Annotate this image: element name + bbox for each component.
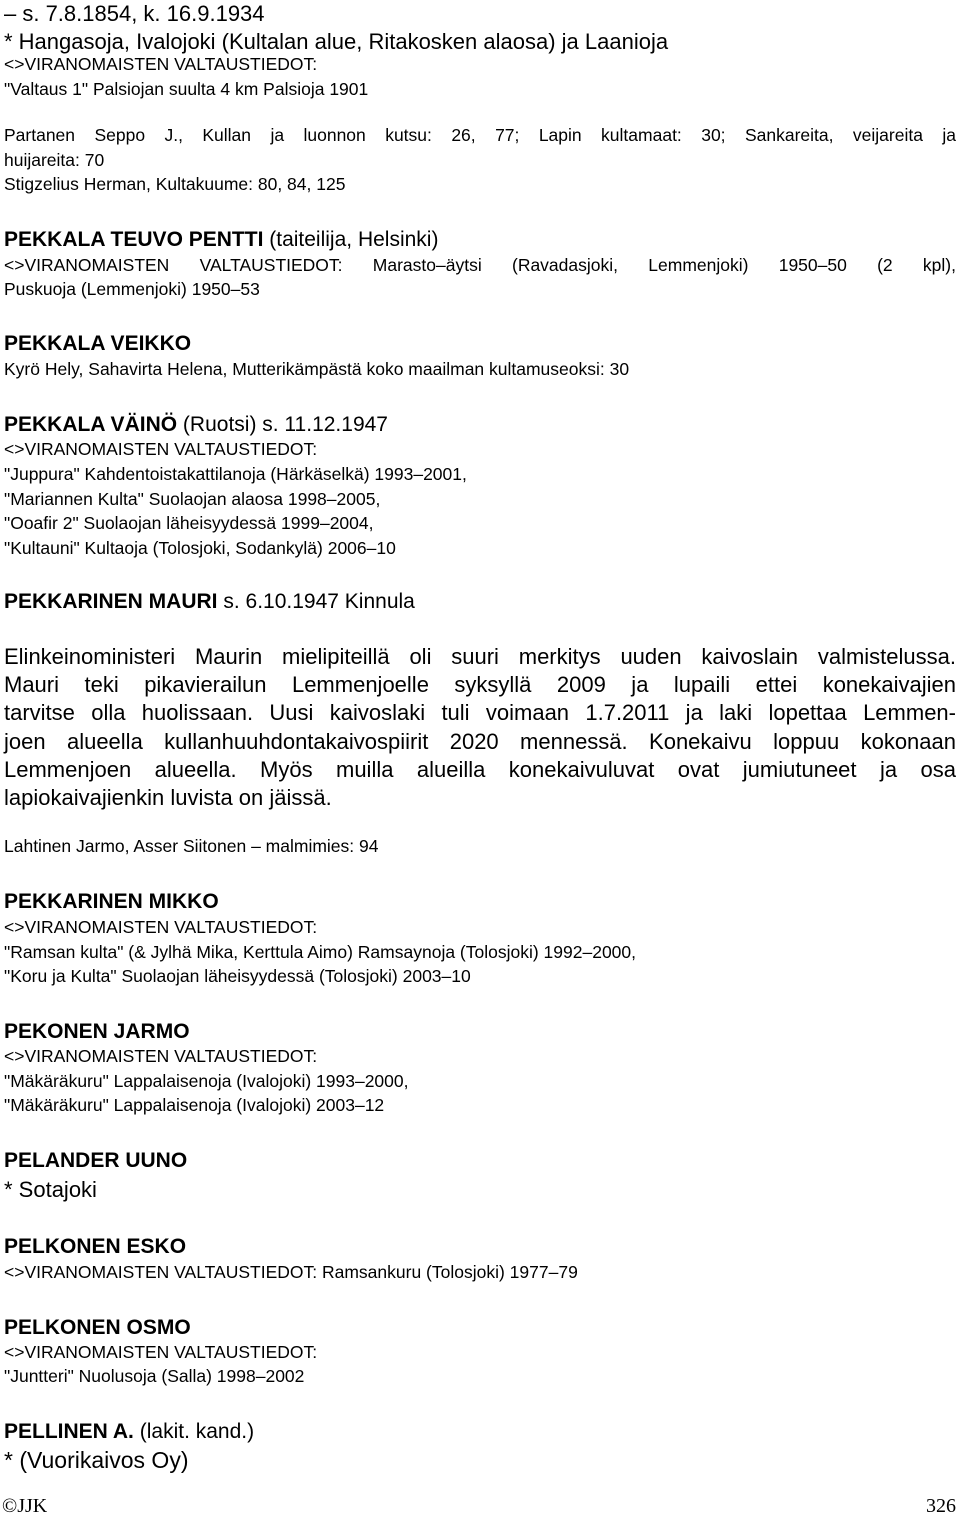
reference-line: Partanen Seppo J., Kullan ja luonnon kutsu: 26, 77; Lapin kultamaat: 30; Sankareita, veijareita ja <box>4 125 956 145</box>
claims-line: <>VIRANOMAISTEN VALTAUSTIEDOT: Ramsankuru (Tolosjoki) 1977–79 <box>4 1262 578 1282</box>
claim-line: "Ramsan kulta" (& Jylhä Mika, Kerttula Aimo) Ramsaynoja (Tolosjoki) 1992–2000, <box>4 942 637 962</box>
paragraph-line: Elinkeinoministeri Maurin mielipiteillä oli suuri merkitys uuden kaivoslain valmistelussa. <box>4 644 956 669</box>
paragraph-line: Mauri teki pikavierailun Lemmenjoelle syksyllä 2009 ja lupaili ettei konekaivajien <box>4 672 956 697</box>
claims-label: <>VIRANOMAISTEN VALTAUSTIEDOT: <box>4 54 318 74</box>
entry-note: (taiteilija, Helsinki) <box>269 228 439 251</box>
claim-line: "Juppura" Kahdentoistakattilanoja (Härkäselkä) 1993–2001, <box>4 464 467 484</box>
entry-note: (Ruotsi) s. 11.12.1947 <box>182 413 388 436</box>
copyright-icon: © <box>2 1495 18 1517</box>
entry-note: (lakit. kand.) <box>139 1420 255 1443</box>
entry-name: PEKKALA VEIKKO <box>4 332 192 355</box>
page-number: 326 <box>926 1495 956 1517</box>
claim-line: "Koru ja Kulta" Suolaojan läheisyydessä (Tolosjoki) 2003–10 <box>4 966 471 986</box>
entry-name: PELANDER UUNO <box>4 1149 188 1172</box>
claims-line: <>VIRANOMAISTEN VALTAUSTIEDOT: Marasto–äytsi (Ravadasjoki, Lemmenjoki) 1950–50 (2 kpl), <box>4 255 956 275</box>
claims-label: <>VIRANOMAISTEN VALTAUSTIEDOT: <box>4 1342 318 1362</box>
paragraph-line: lapiokaivajienkin luvista on jäissä. <box>4 785 332 810</box>
entry-name: PELKONEN OSMO <box>4 1316 191 1339</box>
location-line: * Sotajoki <box>4 1177 97 1202</box>
location-line: * (Vuorikaivos Oy) <box>4 1447 189 1473</box>
claim-line: "Mariannen Kulta" Suolaojan alaosa 1998–2005, <box>4 489 381 509</box>
claim-line: "Juntteri" Nuolusoja (Salla) 1998–2002 <box>4 1366 305 1386</box>
entry-heading-line <box>4 1420 254 1443</box>
claim-line: "Valtaus 1" Palsiojan suulta 4 km Palsioja 1901 <box>4 79 369 99</box>
footer-author <box>2 1496 47 1516</box>
author-initials: JJK <box>17 1495 48 1517</box>
entry-heading-line <box>4 228 438 251</box>
entry-name: PEKKARINEN MIKKO <box>4 890 219 913</box>
claims-label: <>VIRANOMAISTEN VALTAUSTIEDOT: <box>4 1046 318 1066</box>
entry-name: PEKKARINEN MAURI <box>4 590 218 613</box>
paragraph-line: joen alueella kullanhuuhdontakaivospiirit 2020 mennessä. Konekaivu loppuu kokonaan <box>4 729 956 754</box>
location-line: * Hangasoja, Ivalojoki (Kultalan alue, Ritakosken alaosa) ja Laanioja <box>4 29 669 54</box>
entry-note: s. 6.10.1947 Kinnula <box>223 590 415 613</box>
claim-line: Puskuoja (Lemmenjoki) 1950–53 <box>4 279 260 299</box>
claim-line: "Mäkäräkuru" Lappalaisenoja (Ivalojoki) 2003–12 <box>4 1095 385 1115</box>
entry-name: PEKKALA VÄINÖ <box>4 413 178 436</box>
entry-name: PELKONEN ESKO <box>4 1235 187 1258</box>
claims-label: <>VIRANOMAISTEN VALTAUSTIEDOT: <box>4 439 318 459</box>
reference-line: Stigzelius Herman, Kultakuume: 80, 84, 125 <box>4 174 346 194</box>
paragraph-line: tarvitse olla huolissaan. Uusi kaivoslaki tuli voimaan 1.7.2011 ja laki lopettaa Lemmen- <box>4 700 956 725</box>
claim-line: "Ooafir 2" Suolaojan läheisyydessä 1999–2004, <box>4 513 374 533</box>
reference-line: Lahtinen Jarmo, Asser Siitonen – malmimies: 94 <box>4 836 379 856</box>
paragraph-line: Lemmenjoen alueella. Myös muilla alueilla konekaivuluvat ovat jumiutuneet ja osa <box>4 757 956 782</box>
entry-heading-line <box>4 413 388 436</box>
life-dates-line: – s. 7.8.1854, k. 16.9.1934 <box>4 1 265 26</box>
reference-line: Kyrö Hely, Sahavirta Helena, Mutterikämpästä koko maailman kultamuseoksi: 30 <box>4 359 630 379</box>
reference-line: huijareita: 70 <box>4 150 105 170</box>
entry-name: PEKKALA TEUVO PENTTI <box>4 228 264 251</box>
claim-line: "Mäkäräkuru" Lappalaisenoja (Ivalojoki) 1993–2000, <box>4 1071 409 1091</box>
claim-line: "Kultauni" Kultaoja (Tolosjoki, Sodankylä) 2006–10 <box>4 538 396 558</box>
entry-name: PEKONEN JARMO <box>4 1020 190 1043</box>
entry-name: PELLINEN A. <box>4 1420 134 1443</box>
claims-label: <>VIRANOMAISTEN VALTAUSTIEDOT: <box>4 917 318 937</box>
entry-heading-line <box>4 590 415 613</box>
